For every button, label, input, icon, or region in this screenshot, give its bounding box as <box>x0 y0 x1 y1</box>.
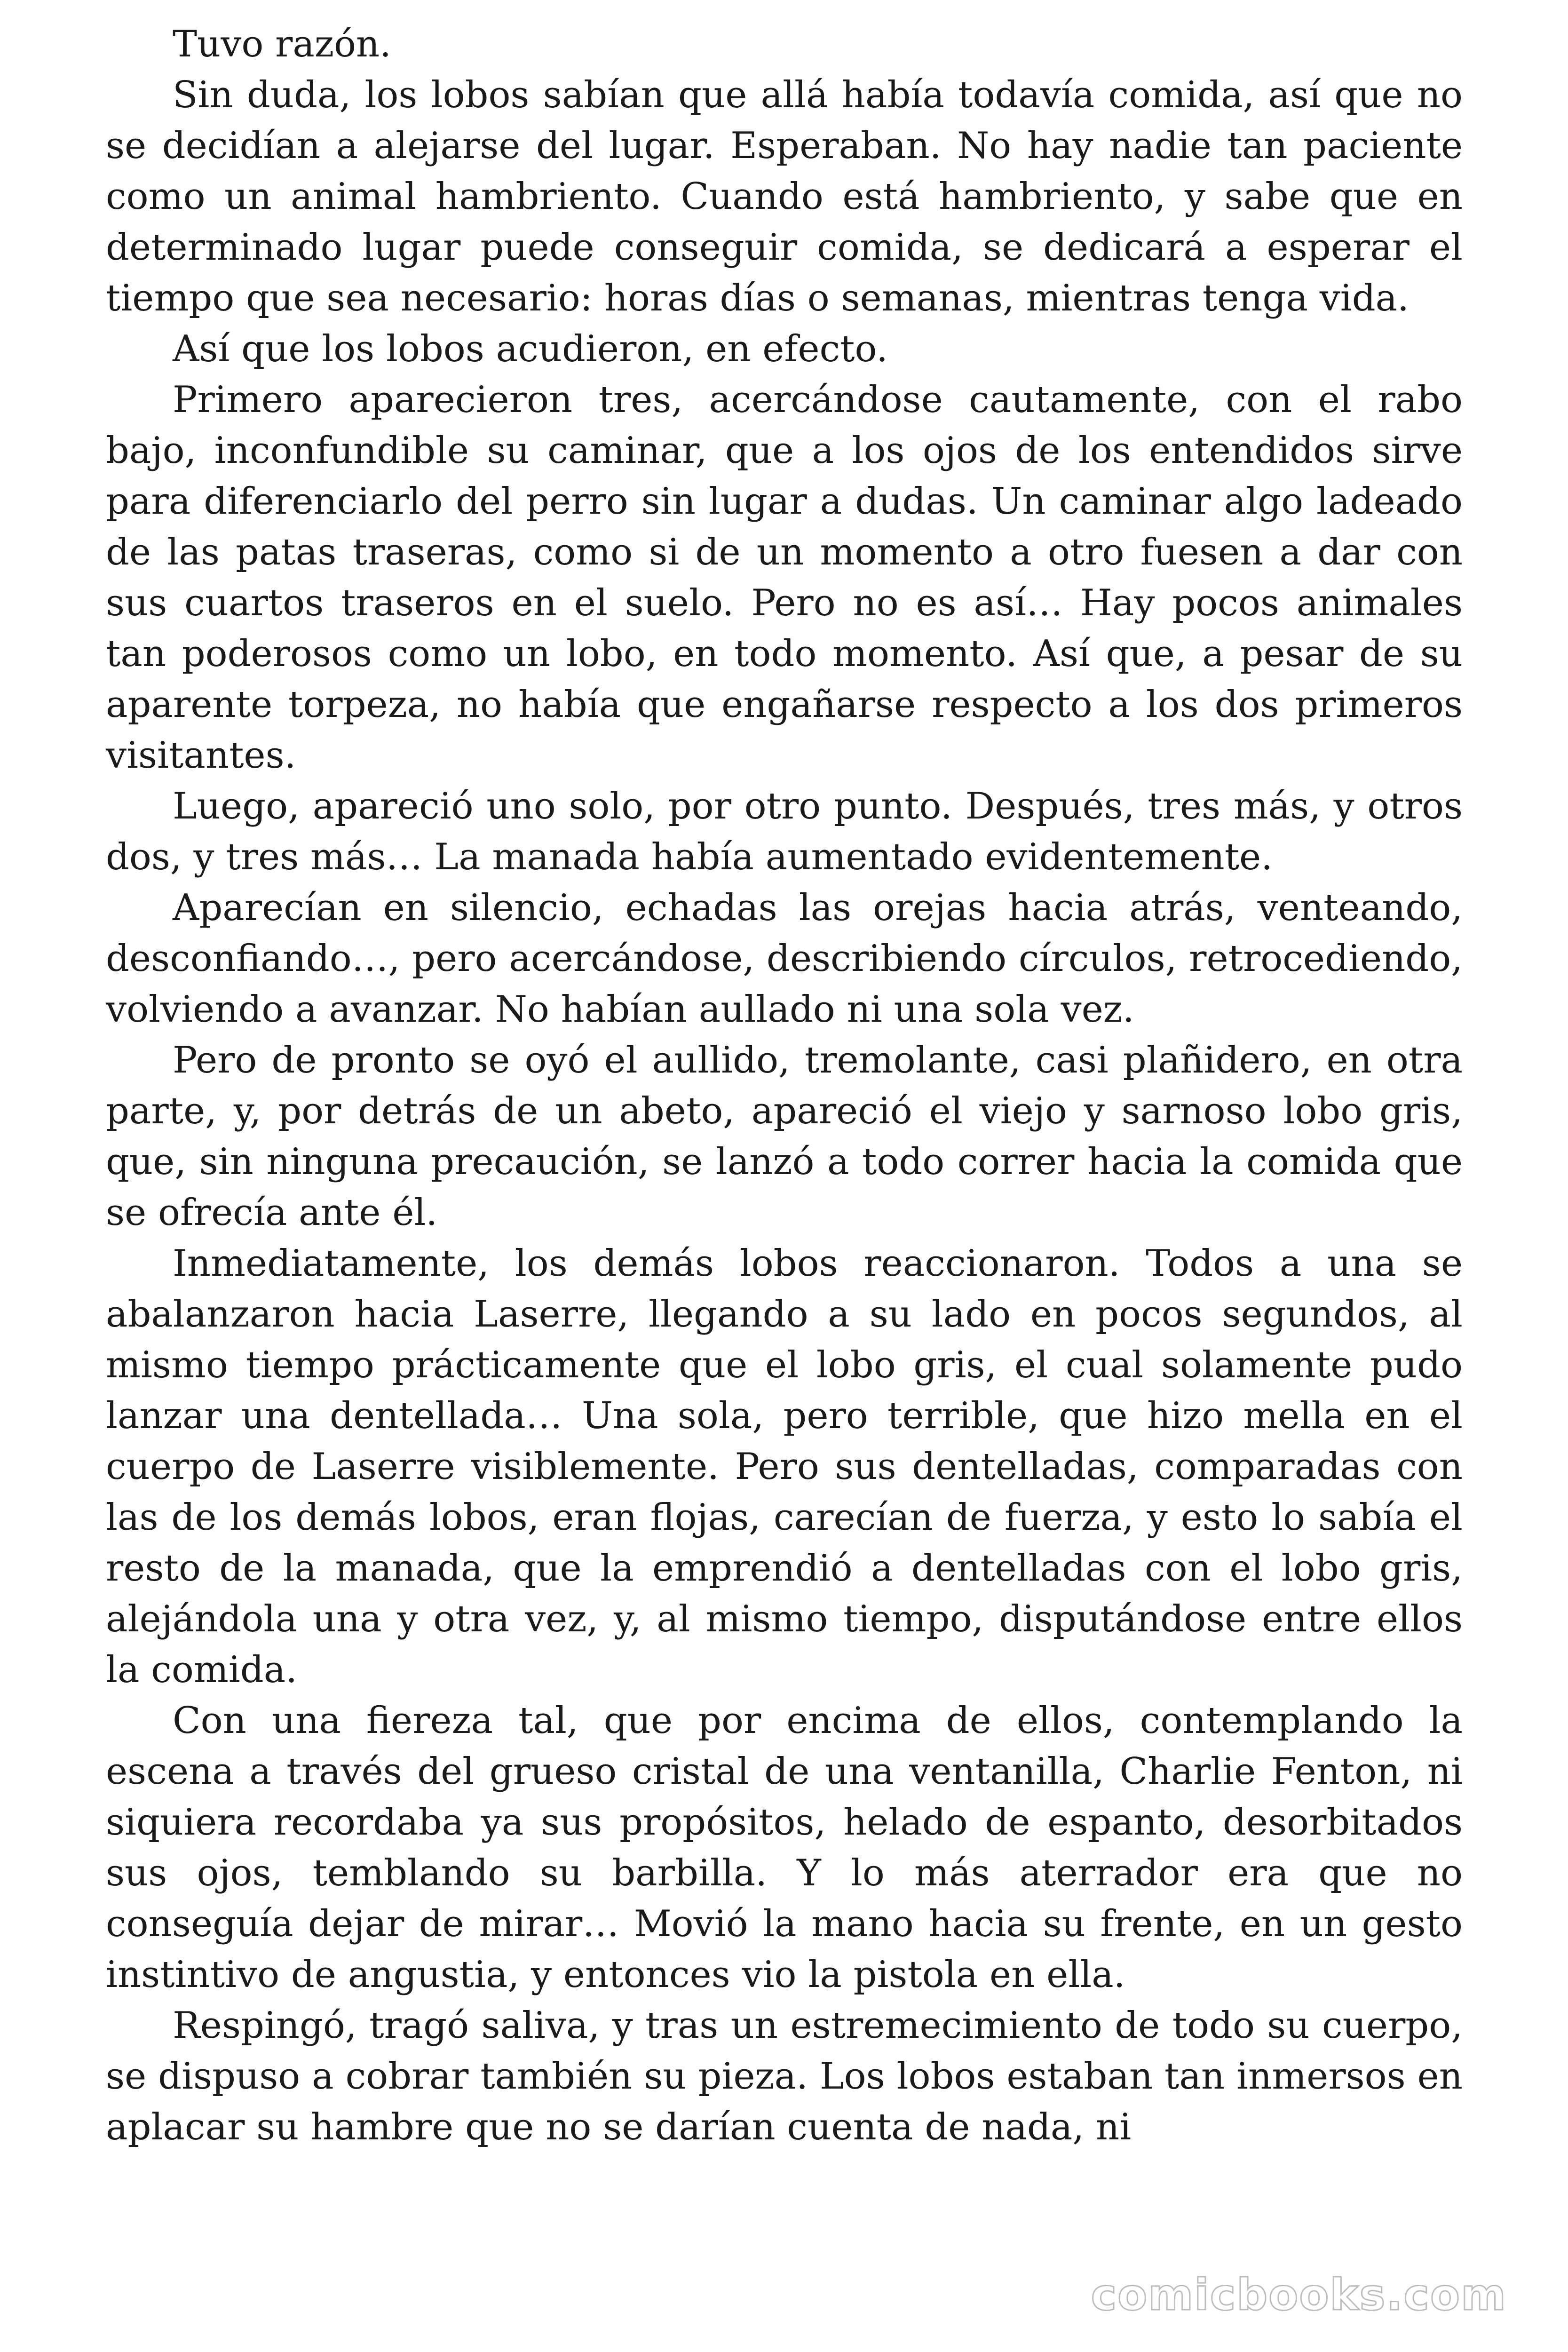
watermark: comicbooks.com <box>1091 2270 1507 2320</box>
paragraph: Así que los lobos acudieron, en efecto. <box>173 328 888 370</box>
book-page <box>106 19 1463 2324</box>
paragraph: Tuvo razón. <box>173 23 391 65</box>
paragraph: Inmediatamente, los demás lobos reaccionaron. Todos a una se abalanzaron hacia Laserre, llegando a su lado en pocos segundos, al mismo tiempo prácticamente que el lobo gris, el cual solamente pudo lanzar una dentellada… Una sola, pero terrible, que hizo mella en el cuerpo de Laserre visiblemente. Pero sus dentelladas, comparadas con las de los demás lobos, eran flojas, carecían de fuerza, y esto lo sabía el resto de la manada, que la emprendió a dentelladas con el lobo gris, alejándola una y otra vez, y, al mismo tiempo, disputándose entre ellos la comida. <box>106 1242 1463 1691</box>
paragraph: Luego, apareció uno solo, por otro punto. Después, tres más, y otros dos, y tres más… La manada había aumentado evidentemente. <box>106 785 1463 878</box>
paragraph: Con una fiereza tal, que por encima de ellos, contemplando la escena a través del grueso cristal de una ventanilla, Charlie Fenton, ni siquiera recordaba ya sus propósitos, helado de espanto, desorbitados sus ojos, temblando su barbilla. Y lo más aterrador era que no conseguía dejar de mirar… Movió la mano hacia su frente, en un gesto instintivo de angustia, y entonces vio la pistola en ella. <box>106 1700 1463 1996</box>
paragraph: Respingó, tragó saliva, y tras un estremecimiento de todo su cuerpo, se dispuso a cobrar también su pieza. Los lobos estaban tan inmersos en aplacar su hambre que no se darían cuenta de nada, ni <box>106 2004 1463 2148</box>
paragraph: Primero aparecieron tres, acercándose cautamente, con el rabo bajo, inconfundible su caminar, que a los ojos de los entendidos sirve para diferenciarlo del perro sin lugar a dudas. Un caminar algo ladeado de las patas traseras, como si de un momento a otro fuesen a dar con sus cuartos traseros en el suelo. Pero no es así… Hay pocos animales tan poderosos como un lobo, en todo momento. Así que, a pesar de su aparente torpeza, no había que engañarse respecto a los dos primeros visitantes. <box>106 379 1463 777</box>
paragraph: Sin duda, los lobos sabían que allá había todavía comida, así que no se decidían a alejarse del lugar. Esperaban. No hay nadie tan paciente como un animal hambriento. Cuando está hambriento, y sabe que en determinado lugar puede conseguir comida, se dedicará a esperar el tiempo que sea necesario: horas días o semanas, mientras tenga vida. <box>106 74 1463 319</box>
paragraph: Aparecían en silencio, echadas las orejas hacia atrás, venteando, desconfiando…, pero acercándose, describiendo círculos, retrocediendo, volviendo a avanzar. No habían aullado ni una sola vez. <box>106 887 1463 1031</box>
paragraph: Pero de pronto se oyó el aullido, tremolante, casi plañidero, en otra parte, y, por detrás de un abeto, apareció el viejo y sarnoso lobo gris, que, sin ninguna precaución, se lanzó a todo correr hacia la comida que se ofrecía ante él. <box>106 1039 1463 1234</box>
